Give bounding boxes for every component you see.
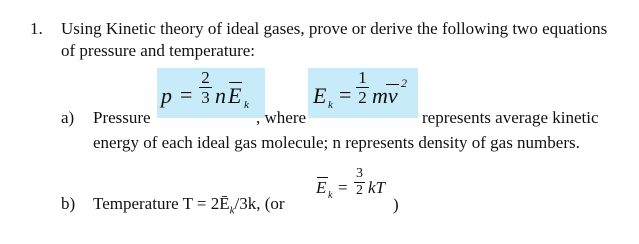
pressure-n: n bbox=[215, 83, 226, 108]
pressure-lhs: p bbox=[161, 83, 172, 108]
pressure-E: E bbox=[228, 83, 242, 108]
pressure-equals: = bbox=[180, 82, 193, 107]
temp-fraction-den: 2 bbox=[356, 183, 363, 198]
part-a-line-2: energy of each ideal gas molecule; n represents density of gas numbers. bbox=[93, 133, 580, 152]
temp-equals: = bbox=[338, 178, 348, 197]
pressure-fraction bbox=[199, 69, 212, 106]
temp-rhs: kT bbox=[368, 178, 385, 197]
energy-exp: 2 bbox=[401, 76, 407, 90]
energy-fraction bbox=[356, 69, 369, 106]
energy-fraction-num: 1 bbox=[358, 68, 367, 87]
part-a-word: Pressure bbox=[93, 108, 151, 127]
part-b-text-sub: k bbox=[229, 204, 235, 217]
temp-lhs-sub: k bbox=[328, 190, 333, 201]
energy-v-bar bbox=[386, 84, 399, 85]
energy-equals: = bbox=[339, 82, 352, 107]
part-b-text-rest: /3k, (or bbox=[234, 194, 285, 213]
pressure-fraction-num: 2 bbox=[201, 68, 210, 87]
energy-rhs: mv bbox=[372, 83, 398, 108]
part-a-tail: represents average kinetic bbox=[422, 108, 599, 127]
energy-fraction-den: 2 bbox=[358, 88, 367, 107]
part-b-label: b) bbox=[61, 194, 76, 213]
pressure-E-bar bbox=[229, 82, 242, 83]
temp-lhs: E bbox=[316, 178, 327, 197]
pressure-fraction-den: 3 bbox=[201, 88, 210, 107]
temp-fraction bbox=[354, 167, 365, 198]
part-a-label: a) bbox=[61, 108, 75, 127]
part-b-text-main: Temperature T = 2Ē bbox=[93, 194, 230, 213]
temp-E-bar bbox=[317, 177, 328, 178]
part-b-close: ) bbox=[393, 195, 399, 214]
question-number: 1. bbox=[30, 19, 43, 38]
pressure-sub: k bbox=[244, 99, 249, 111]
energy-lhs: E bbox=[313, 83, 327, 108]
question-line-2: of pressure and temperature: bbox=[61, 41, 255, 60]
part-a-where: , where bbox=[256, 108, 307, 127]
temp-fraction-num: 3 bbox=[356, 166, 363, 181]
energy-lhs-sub: k bbox=[328, 99, 333, 111]
question-line-1: Using Kinetic theory of ideal gases, prove or derive the following two equations bbox=[61, 19, 608, 38]
part-b-text bbox=[93, 194, 285, 220]
